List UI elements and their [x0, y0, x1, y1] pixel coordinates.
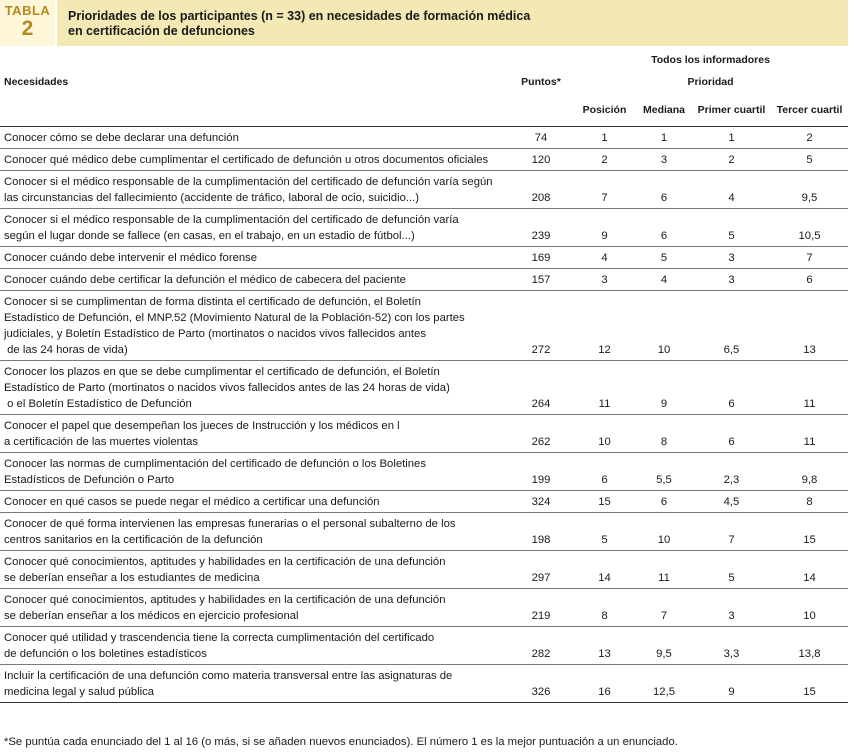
first-quartile-cell: 1 [692, 126, 771, 148]
median-cell: 10 [636, 290, 692, 360]
table-title [55, 0, 848, 46]
need-description-line: de las 24 horas de vida) [4, 343, 128, 356]
median-cell: 9 [636, 360, 692, 414]
need-description-line: Conocer si el médico responsable de la cumplimentación del certificado de defunción varía según [4, 175, 493, 188]
first-quartile-cell: 9 [692, 664, 771, 702]
need-description-line: Conocer cuándo debe certificar la defunción el médico de cabecera del paciente [4, 273, 406, 286]
need-description [0, 664, 509, 702]
need-description-line: Estadístico de Parto (mortinatos o nacidos vivos fallecidos antes de las 24 horas de vida) [4, 381, 450, 394]
tabla-number: 2 [21, 17, 34, 40]
need-description-line: se deberían enseñar a los estudiantes de medicina [4, 571, 260, 584]
position-cell: 12 [573, 290, 636, 360]
position-cell: 6 [573, 452, 636, 490]
table-banner [0, 0, 848, 46]
need-description-line: Incluir la certificación de una defunción como materia transversal entre las asignaturas de [4, 669, 453, 682]
median-cell: 8 [636, 414, 692, 452]
median-cell: 6 [636, 490, 692, 512]
position-cell: 15 [573, 490, 636, 512]
median-cell: 4 [636, 268, 692, 290]
need-description-line: o el Boletín Estadístico de Defunción [4, 397, 192, 410]
need-description-line: Conocer de qué forma intervienen las empresas funerarias o el personal subalterno de los [4, 517, 456, 530]
third-quartile-cell: 2 [771, 126, 848, 148]
points-cell: 239 [509, 208, 573, 246]
need-description-line: Conocer los plazos en que se debe cumplimentar el certificado de defunción, el Boletín [4, 365, 440, 378]
column-header-needs: Necesidades [4, 76, 69, 88]
first-quartile-cell: 6,5 [692, 290, 771, 360]
points-cell: 199 [509, 452, 573, 490]
need-description [0, 246, 509, 268]
median-cell: 5 [636, 246, 692, 268]
median-cell: 12,5 [636, 664, 692, 702]
need-description [0, 414, 509, 452]
third-quartile-cell: 15 [771, 664, 848, 702]
median-cell: 6 [636, 208, 692, 246]
first-quartile-cell: 3 [692, 246, 771, 268]
median-cell: 5,5 [636, 452, 692, 490]
third-quartile-cell: 10 [771, 588, 848, 626]
position-cell: 16 [573, 664, 636, 702]
table-row [0, 170, 848, 208]
third-quartile-cell: 11 [771, 414, 848, 452]
position-cell: 11 [573, 360, 636, 414]
first-quartile-cell: 5 [692, 208, 771, 246]
position-cell: 2 [573, 148, 636, 170]
position-cell: 14 [573, 550, 636, 588]
need-description-line: medicina legal y salud pública [4, 685, 155, 698]
need-description-line: Conocer cómo se debe declarar una defunción [4, 131, 239, 144]
need-description [0, 208, 509, 246]
table-row [0, 664, 848, 702]
median-cell: 10 [636, 512, 692, 550]
need-description-line: a certificación de las muertes violentas [4, 435, 199, 448]
column-header-first-quartile: Primer cuartil [697, 103, 766, 116]
third-quartile-cell: 13,8 [771, 626, 848, 664]
column-header-third-quartile: Tercer cuartil [776, 103, 843, 116]
third-quartile-cell: 8 [771, 490, 848, 512]
need-description-line: Conocer las normas de cumplimentación del certificado de defunción o los Boletines [4, 457, 426, 470]
position-cell: 5 [573, 512, 636, 550]
third-quartile-cell: 14 [771, 550, 848, 588]
points-cell: 157 [509, 268, 573, 290]
table-row [0, 208, 848, 246]
third-quartile-cell: 11 [771, 360, 848, 414]
points-cell: 297 [509, 550, 573, 588]
median-cell: 6 [636, 170, 692, 208]
points-cell: 198 [509, 512, 573, 550]
table-row [0, 360, 848, 414]
table-row [0, 550, 848, 588]
first-quartile-cell: 4,5 [692, 490, 771, 512]
position-cell: 4 [573, 246, 636, 268]
need-description [0, 126, 509, 148]
first-quartile-cell: 3 [692, 268, 771, 290]
median-cell: 7 [636, 588, 692, 626]
need-description-line: Conocer qué conocimientos, aptitudes y habilidades en la certificación de una defunción [4, 555, 446, 568]
points-cell: 272 [509, 290, 573, 360]
position-cell: 3 [573, 268, 636, 290]
first-quartile-cell: 3,3 [692, 626, 771, 664]
table-row [0, 452, 848, 490]
median-cell: 11 [636, 550, 692, 588]
need-description-line: según el lugar donde se fallece (en casas, en el trabajo, en un estadio de fútbol...) [4, 229, 415, 242]
first-quartile-cell: 2,3 [692, 452, 771, 490]
position-cell: 8 [573, 588, 636, 626]
need-description-line: de defunción o los boletines estadísticos [4, 647, 207, 660]
median-cell: 1 [636, 126, 692, 148]
need-description-line: Conocer si se cumplimentan de forma distinta el certificado de defunción, el Boletín [4, 295, 421, 308]
points-cell: 74 [509, 126, 573, 148]
points-cell: 324 [509, 490, 573, 512]
footnote: *Se puntúa cada enunciado del 1 al 16 (o más, si se añaden nuevos enunciados). El número 1 es la mejor puntuación a un enunciado. [4, 736, 678, 748]
position-cell: 13 [573, 626, 636, 664]
need-description-line: Conocer si el médico responsable de la cumplimentación del certificado de defunción varía [4, 213, 459, 226]
table-title-line-1: Prioridades de los participantes (n = 33) en necesidades de formación médica [68, 9, 531, 23]
need-description-line: Estadísticos de Defunción o Parto [4, 473, 175, 486]
need-description-line: las circunstancias del fallecimiento (accidente de tráfico, laboral de ocio, suicidio...) [4, 191, 420, 204]
group-header-priority: Prioridad [687, 76, 734, 88]
need-description-line: Conocer qué conocimientos, aptitudes y habilidades en la certificación de una defunción [4, 593, 446, 606]
third-quartile-cell: 7 [771, 246, 848, 268]
need-description-line: se deberían enseñar a los médicos en ejercicio profesional [4, 609, 299, 622]
points-cell: 326 [509, 664, 573, 702]
table-row [0, 290, 848, 360]
table-number-box [0, 0, 55, 46]
median-cell: 3 [636, 148, 692, 170]
need-description [0, 268, 509, 290]
need-description [0, 588, 509, 626]
position-cell: 1 [573, 126, 636, 148]
table-row [0, 588, 848, 626]
points-cell: 262 [509, 414, 573, 452]
need-description-line: Conocer qué utilidad y trascendencia tiene la correcta cumplimentación del certificado [4, 631, 435, 644]
third-quartile-cell: 15 [771, 512, 848, 550]
first-quartile-cell: 5 [692, 550, 771, 588]
need-description [0, 148, 509, 170]
need-description [0, 512, 509, 550]
priorities-table [0, 50, 848, 703]
need-description-line: Conocer qué médico debe cumplimentar el certificado de defunción u otros documentos oficiales [4, 153, 489, 166]
table-row [0, 148, 848, 170]
points-cell: 219 [509, 588, 573, 626]
need-description [0, 550, 509, 588]
need-description [0, 170, 509, 208]
table-row [0, 490, 848, 512]
need-description [0, 360, 509, 414]
points-cell: 282 [509, 626, 573, 664]
table-row [0, 246, 848, 268]
position-cell: 10 [573, 414, 636, 452]
need-description-line: Estadístico de Defunción, el MNP.52 (Movimiento Natural de la Población-52) con los partes [4, 311, 465, 324]
position-cell: 9 [573, 208, 636, 246]
table-row [0, 126, 848, 148]
table-row [0, 268, 848, 290]
first-quartile-cell: 7 [692, 512, 771, 550]
points-cell: 208 [509, 170, 573, 208]
need-description-line: Conocer en qué casos se puede negar el médico a certificar una defunción [4, 495, 380, 508]
need-description-line: Conocer cuándo debe intervenir el médico forense [4, 251, 258, 264]
table-row [0, 626, 848, 664]
first-quartile-cell: 3 [692, 588, 771, 626]
first-quartile-cell: 4 [692, 170, 771, 208]
third-quartile-cell: 5 [771, 148, 848, 170]
third-quartile-cell: 9,8 [771, 452, 848, 490]
need-description [0, 290, 509, 360]
third-quartile-cell: 6 [771, 268, 848, 290]
column-header-position: Posición [582, 103, 627, 116]
position-cell: 7 [573, 170, 636, 208]
column-header-points: Puntos* [521, 76, 561, 88]
first-quartile-cell: 2 [692, 148, 771, 170]
third-quartile-cell: 13 [771, 290, 848, 360]
median-cell: 9,5 [636, 626, 692, 664]
need-description [0, 626, 509, 664]
table-row [0, 414, 848, 452]
table-row [0, 512, 848, 550]
need-description-line: centros sanitarios en la certificación de la defunción [4, 533, 263, 546]
need-description [0, 490, 509, 512]
need-description [0, 452, 509, 490]
points-cell: 169 [509, 246, 573, 268]
points-cell: 120 [509, 148, 573, 170]
first-quartile-cell: 6 [692, 414, 771, 452]
table-body [0, 126, 848, 702]
third-quartile-cell: 9,5 [771, 170, 848, 208]
need-description-line: judiciales, y Boletín Estadístico de Parto (mortinatos o nacidos vivos fallecidos antes [4, 327, 426, 340]
third-quartile-cell: 10,5 [771, 208, 848, 246]
points-cell: 264 [509, 360, 573, 414]
need-description-line: Conocer el papel que desempeñan los jueces de Instrucción y los médicos en l [4, 419, 400, 432]
first-quartile-cell: 6 [692, 360, 771, 414]
tabla-label: TABLA [4, 3, 51, 18]
table-title-line-2: en certificación de defunciones [68, 24, 255, 38]
column-header-median: Mediana [642, 103, 685, 116]
group-header-all-informants: Todos los informadores [651, 54, 770, 66]
